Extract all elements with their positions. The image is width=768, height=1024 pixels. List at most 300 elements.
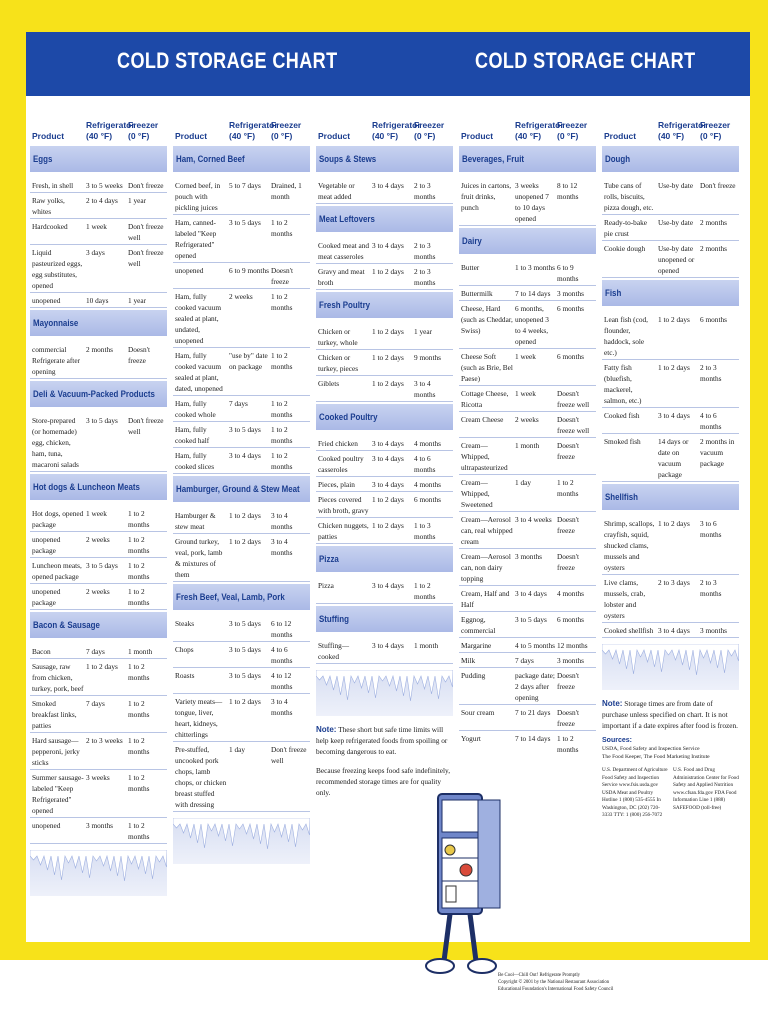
refrigerator-cell: 1 to 2 days (86, 662, 118, 671)
table-row (316, 178, 453, 204)
column-header (602, 108, 739, 144)
freezer-cell: 1 to 2 months (557, 478, 579, 498)
column-5 (602, 108, 739, 820)
table-row (316, 238, 453, 264)
product-cell: commercial Refrigerate after opening (32, 345, 81, 376)
freezer-cell: 6 months (557, 615, 584, 624)
product-cell: Gravy and meat broth (318, 267, 365, 287)
refrigerator-cell: 1 to 2 days (229, 697, 261, 706)
table-row (173, 422, 310, 448)
freezer-cell: 3 months (557, 289, 584, 298)
freezer-cell: Don't freeze well (128, 248, 164, 268)
freezer-cell: Don't freeze well (128, 222, 164, 242)
table-row (316, 638, 453, 664)
product-cell: Chops (175, 645, 194, 654)
column-3 (316, 108, 453, 798)
product-cell: Pizza (318, 581, 334, 590)
section-title: Fresh Poultry (319, 300, 371, 310)
freezer-cell: 1 to 2 months (128, 509, 150, 529)
table-row (316, 492, 453, 518)
freezer-cell: Doesn't freeze (557, 708, 579, 728)
header-refrigerator: Refrigerator (40 °F) (658, 120, 707, 141)
table-row (459, 705, 596, 731)
refrigerator-cell: 2 weeks (86, 535, 110, 544)
section-title: Ham, Corned Beef (176, 154, 245, 164)
product-cell: Cooked meat and meat casseroles (318, 241, 370, 261)
refrigerator-cell: 3 to 5 days (229, 425, 261, 434)
refrigerator-cell: 1 to 2 days (372, 327, 404, 336)
refrigerator-cell: "use by" date on package (229, 351, 268, 371)
product-cell: Margarine (461, 641, 492, 650)
icicles-icon (173, 818, 310, 864)
icicles-icon (602, 644, 739, 690)
table-row (602, 215, 739, 241)
title-left: COLD STORAGE CHART (117, 48, 338, 73)
product-cell: Buttermilk (461, 289, 493, 298)
table-row (30, 193, 167, 219)
table-row (30, 644, 167, 659)
table-row (602, 623, 739, 638)
refrigerator-cell: 1 week (515, 352, 536, 361)
section-header (173, 476, 310, 502)
table-row (30, 818, 167, 844)
header-freezer: Freezer (0 °F) (414, 120, 445, 141)
freezer-cell: 1 to 2 months (128, 736, 150, 756)
product-cell: Roasts (175, 671, 195, 680)
section-header (30, 474, 167, 500)
refrigerator-cell: 3 to 5 days (86, 561, 118, 570)
section-title: Dairy (462, 236, 482, 246)
refrigerator-cell: 1 to 2 days (229, 511, 261, 520)
freezer-cell: 2 months in vacuum package (700, 437, 735, 468)
section-header (316, 404, 453, 430)
section-title: Fresh Beef, Veal, Lamb, Pork (176, 592, 285, 602)
section-title: Stuffing (319, 614, 349, 624)
table-row (30, 219, 167, 245)
table-row (173, 616, 310, 642)
table-row (602, 434, 739, 482)
section-header (602, 484, 739, 510)
product-cell: Milk (461, 656, 476, 665)
table-row (459, 301, 596, 349)
refrigerator-cell: 3 days (86, 248, 105, 257)
table-row (173, 668, 310, 694)
credits (498, 972, 618, 993)
product-cell: Cookie dough (604, 244, 646, 253)
agency-usda: U.S. Department of Agriculture Food Safety and Inspection Service www.fsis.usda.gov USDA Meat and Poultry Hotline 1 (800) 535-4555 In Washington, DC (202) 720-3333 TTY: 1 (800) 256-7072 (602, 767, 668, 818)
product-cell: Giblets (318, 379, 340, 388)
product-cell: unopened (32, 296, 61, 305)
column-4 (459, 108, 596, 756)
product-cell: Chicken nuggets, patties (318, 521, 369, 541)
freezer-cell: 1 to 2 months (128, 561, 150, 581)
refrigerator-cell: 2 weeks (515, 415, 539, 424)
freezer-cell: Doesn't freeze well (557, 389, 590, 409)
refrigerator-cell: 1 to 2 days (372, 353, 404, 362)
section-title: Pizza (319, 554, 339, 564)
agency-block (602, 767, 739, 820)
freezer-cell: 8 to 12 months (557, 181, 579, 201)
refrigerator-cell: 3 to 4 days (372, 480, 404, 489)
product-cell: Variety meats—tongue, liver, heart, kidneys, chitterlings (175, 697, 223, 739)
freezer-cell: 6 months (700, 315, 727, 324)
freezer-cell: 1 month (414, 641, 439, 650)
sources-title: Sources: (602, 737, 632, 744)
table-row (459, 549, 596, 586)
product-cell: Eggnog, commercial (461, 615, 496, 635)
table-row (459, 612, 596, 638)
product-cell: Cream—Aerosol can, real whipped cream (461, 515, 513, 546)
table-row (173, 448, 310, 474)
product-cell: Ham, fully cooked vacuum sealed at plant, undated, unopened (175, 292, 221, 345)
freezer-cell: 4 to 12 months (271, 671, 293, 691)
section-title: Cooked Poultry (319, 412, 378, 422)
table-row (316, 436, 453, 451)
freezer-cell: 1 year (128, 296, 147, 305)
product-cell: Tube cans of rolls, biscuits, pizza dough, etc. (604, 181, 654, 212)
freezer-cell: 3 to 4 months (271, 511, 293, 531)
section-header (30, 381, 167, 407)
section-title: Hamburger, Ground & Stew Meat (176, 484, 300, 494)
table-row (30, 558, 167, 584)
header-freezer: Freezer (0 °F) (557, 120, 588, 141)
section-header (173, 584, 310, 610)
freezer-cell: 2 to 3 months (700, 363, 722, 383)
refrigerator-cell: 1 to 2 days (658, 315, 690, 324)
title-banner (26, 32, 750, 96)
section-title: Deli & Vacuum-Packed Products (33, 389, 155, 399)
product-cell: Ready-to-bake pie crust (604, 218, 647, 238)
product-cell: Ham, fully cooked vacuum sealed at plant, dated, unopened (175, 351, 223, 393)
refrigerator-cell: Use-by date (658, 181, 694, 190)
table-row (459, 512, 596, 549)
section-title: Meat Leftovers (319, 214, 375, 224)
freezer-cell: 3 to 6 months (700, 519, 722, 539)
column-header (459, 108, 596, 144)
refrigerator-cell: 1 to 2 days (229, 537, 261, 546)
table-row (459, 475, 596, 512)
refrigerator-cell: 3 months (515, 552, 542, 561)
table-row (602, 312, 739, 360)
section-header (316, 292, 453, 318)
product-cell: Summer sausage-labeled "Keep Refrigerated" opened (32, 773, 84, 815)
header-freezer: Freezer (0 °F) (271, 120, 302, 141)
refrigerator-cell: 2 to 3 days (658, 578, 690, 587)
section-title: Fish (605, 288, 622, 298)
table-row (173, 694, 310, 742)
refrigerator-cell: 1 to 2 days (658, 519, 690, 528)
product-cell: Chicken or turkey, pieces (318, 353, 359, 373)
product-cell: Ham, fully cooked half (175, 425, 210, 445)
refrigerator-cell: 1 week (86, 222, 107, 231)
table-row (459, 653, 596, 668)
icicles-icon (30, 850, 167, 896)
product-cell: Ham, canned-labeled "Keep Refrigerated" opened (175, 218, 217, 260)
freezer-cell: 3 months (700, 626, 727, 635)
freezer-cell: 6 months (414, 495, 441, 504)
note-label: Note: (316, 725, 337, 734)
refrigerator-cell: 6 months, unopened 3 to 4 weeks, opened (515, 304, 549, 346)
freezer-cell: 1 to 2 months (271, 451, 293, 471)
refrigerator-cell: 1 to 2 days (372, 379, 404, 388)
table-row (173, 396, 310, 422)
refrigerator-cell: 3 to 5 days (229, 619, 261, 628)
product-cell: Smoked fish (604, 437, 641, 446)
product-cell: Store-prepared (or homemade) egg, chicken, ham, tuna, macaroni salads (32, 416, 79, 469)
product-cell: Pieces, plain (318, 480, 355, 489)
header-refrigerator: Refrigerator (40 °F) (86, 120, 135, 141)
refrigerator-cell: 5 to 7 days (229, 181, 261, 190)
refrigerator-cell: 1 day (229, 745, 246, 754)
product-cell: Cooked fish (604, 411, 640, 420)
product-cell: Juices in cartons, fruit drinks, punch (461, 181, 512, 212)
refrigerator-cell: 3 to 4 days (229, 451, 261, 460)
product-cell: Chicken or turkey, whole (318, 327, 358, 347)
freezer-cell: 1 year (414, 327, 433, 336)
note-center-2: Because freezing keeps food safe indefinitely, recommended storage times are for quality only. (316, 766, 451, 797)
freezer-cell: 1 to 2 months (128, 773, 150, 793)
freezer-cell: 6 to 12 months (271, 619, 293, 639)
freezer-cell: Doesn't freeze (128, 345, 150, 365)
freezer-cell: 1 year (128, 196, 147, 205)
product-cell: Cooked shellfish (604, 626, 654, 635)
section-header (30, 310, 167, 336)
refrigerator-cell: 3 weeks (86, 773, 110, 782)
freezer-cell: 4 months (414, 480, 441, 489)
table-row (602, 178, 739, 215)
table-row (459, 586, 596, 612)
table-row (30, 245, 167, 293)
freezer-cell: Doesn't freeze (557, 515, 579, 535)
freezer-cell: 1 to 2 months (271, 425, 293, 445)
icicle-decoration (316, 670, 453, 716)
refrigerator-cell: 2 to 3 weeks (86, 736, 123, 745)
section-title: Mayonnaise (33, 318, 79, 328)
section-header (316, 146, 453, 172)
refrigerator-cell: 1 to 2 days (372, 521, 404, 530)
source-item: USDA, Food Safety and Inspection Service (602, 746, 700, 752)
table-row (173, 289, 310, 348)
note-label: Note: (602, 699, 623, 708)
freezer-cell: 4 to 6 months (700, 411, 722, 431)
section-header (602, 146, 739, 172)
column-header (316, 108, 453, 144)
sources-block (602, 737, 739, 761)
product-cell: Liquid pasteurized eggs, egg substitutes, opened (32, 248, 83, 290)
credit-line: Copyright © 2001 by the National Restaurant Association (498, 980, 610, 985)
note-right (602, 698, 739, 731)
table-row (602, 408, 739, 434)
refrigerator-cell: 1 day (515, 478, 532, 487)
table-row (459, 178, 596, 226)
product-cell: Cottage Cheese, Ricotta (461, 389, 509, 409)
freezer-cell: Doesn't freeze (557, 441, 579, 461)
refrigerator-cell: 2 to 4 days (86, 196, 118, 205)
freezer-cell: 1 to 2 months (271, 351, 293, 371)
freezer-cell: 12 months (557, 641, 588, 650)
table-row (459, 386, 596, 412)
table-row (316, 264, 453, 290)
table-row (316, 376, 453, 402)
table-row (173, 508, 310, 534)
freezer-cell: Drained, 1 month (271, 181, 302, 201)
freezer-cell: Don't freeze (128, 181, 164, 190)
freezer-cell: 1 to 2 months (128, 821, 150, 841)
freezer-cell: 1 to 2 months (271, 292, 293, 312)
table-row (316, 477, 453, 492)
product-cell: Luncheon meats, opened package (32, 561, 82, 581)
section-title: Bacon & Sausage (33, 620, 100, 630)
freezer-cell: 3 months (557, 656, 584, 665)
freezer-cell: Doesn't freeze (557, 671, 579, 691)
header-product: Product (32, 131, 65, 141)
header-freezer: Freezer (0 °F) (700, 120, 731, 141)
freezer-cell: Don't freeze (700, 181, 736, 190)
refrigerator-cell: 3 to 5 weeks (86, 181, 123, 190)
table-row (30, 770, 167, 818)
freezer-cell: Doesn't freeze well (557, 415, 590, 435)
table-row (173, 263, 310, 289)
table-row (30, 506, 167, 532)
table-row (30, 293, 167, 308)
table-row (316, 350, 453, 376)
product-cell: Pudding (461, 671, 486, 680)
section-header (30, 612, 167, 638)
refrigerator-cell: 3 to 4 days (658, 626, 690, 635)
refrigerator-cell: 3 to 5 days (515, 615, 547, 624)
column-2 (173, 108, 310, 864)
table-row (459, 731, 596, 756)
section-header (30, 146, 167, 172)
product-cell: Yogurt (461, 734, 481, 743)
refrigerator-cell: 7 days (86, 647, 105, 656)
product-cell: Cream, Half and Half (461, 589, 510, 609)
refrigerator-cell: 3 months (86, 821, 113, 830)
product-cell: Lean fish (cod, flounder, haddock, sole etc.) (604, 315, 648, 357)
refrigerator-cell: 3 to 4 days (658, 411, 690, 420)
freezer-cell: 4 months (414, 439, 441, 448)
refrigerator-cell: 3 to 4 days (372, 641, 404, 650)
table-row (459, 349, 596, 386)
refrigerator-cell: 3 weeks unopened 7 to 10 days opened (515, 181, 549, 223)
header-product: Product (604, 131, 637, 141)
product-cell: Cheese, Hard (such as Cheddar, Swiss) (461, 304, 513, 335)
section-title: Hot dogs & Luncheon Meats (33, 482, 140, 492)
section-header (459, 146, 596, 172)
freezer-cell: 2 months (700, 244, 727, 253)
section-title: Beverages, Fruit (462, 154, 525, 164)
section-title: Soups & Stews (319, 154, 377, 164)
refrigerator-cell: 1 week (515, 389, 536, 398)
refrigerator-cell: 4 to 5 months (515, 641, 555, 650)
icicle-decoration (30, 850, 167, 896)
refrigerator-cell: 1 week (86, 509, 107, 518)
table-row (30, 342, 167, 379)
table-row (173, 215, 310, 263)
refrigerator-cell: 1 to 3 months (515, 263, 555, 272)
freezer-cell: 1 to 3 months (414, 521, 436, 541)
table-row (30, 584, 167, 610)
product-cell: Shrimp, scallops, crayfish, squid, shucked clams, mussels and oysters (604, 519, 655, 572)
product-cell: Fatty fish (bluefish, mackerel, salmon, etc.) (604, 363, 642, 405)
section-header (316, 546, 453, 572)
table-row (30, 659, 167, 696)
refrigerator-cell: 3 to 4 days (372, 439, 404, 448)
refrigerator-cell: 3 to 5 days (229, 671, 261, 680)
freezer-cell: 6 to 9 months (557, 263, 579, 283)
product-cell: Hard sausage—pepperoni, jerky sticks (32, 736, 80, 767)
freezer-cell: 2 to 3 months (414, 181, 436, 201)
section-header (173, 146, 310, 172)
refrigerator-cell: Use-by date (658, 218, 694, 227)
refrigerator-cell: 3 to 5 days (229, 218, 261, 227)
table-row (30, 696, 167, 733)
freezer-cell: 3 to 4 months (271, 697, 293, 717)
product-cell: Cream—Aerosol can, non dairy topping (461, 552, 511, 583)
table-row (173, 348, 310, 396)
refrigerator-cell: 3 to 4 days (372, 241, 404, 250)
product-cell: unopened package (32, 587, 61, 607)
freezer-cell: Doesn't freeze (271, 266, 293, 286)
table-row (602, 241, 739, 278)
product-cell: unopened (32, 821, 61, 830)
header-refrigerator: Refrigerator (40 °F) (515, 120, 564, 141)
column-1 (30, 108, 167, 896)
table-row (602, 516, 739, 575)
refrigerator-cell: 2 weeks (86, 587, 110, 596)
product-cell: Cheese Soft (such as Brie, Bel Paese) (461, 352, 513, 383)
table-row (30, 178, 167, 193)
refrigerator-cell: 3 to 4 days (372, 181, 404, 190)
table-row (173, 534, 310, 582)
refrigerator-cell: 7 to 14 days (515, 289, 551, 298)
refrigerator-cell: package date; 2 days after opening (515, 671, 555, 702)
product-cell: Ground turkey, veal, pork, lamb & mixtures of them (175, 537, 223, 579)
note-text: Storage times are from date of purchase unless specified on chart. It is not important if a date expires after food is frozen. (602, 699, 738, 730)
table-row (459, 260, 596, 286)
refrigerator-cell: 3 to 5 days (86, 416, 118, 425)
refrigerator-cell: 6 to 9 months (229, 266, 269, 275)
credit-line: Educational Foundation's International Food Safety Council (498, 987, 614, 992)
refrigerator-cell: 3 to 4 days (515, 589, 547, 598)
product-cell: unopened package (32, 535, 61, 555)
freezer-cell: 4 months (557, 589, 584, 598)
refrigerator-cell: 2 months (86, 345, 113, 354)
product-cell: Hamburger & stew meat (175, 511, 216, 531)
product-cell: Pieces covered with broth, gravy (318, 495, 369, 515)
freezer-cell: 1 to 2 months (128, 662, 150, 682)
note-text: These short but safe time limits will help keep refrigerated foods from spoiling or becoming dangerous to eat. (316, 725, 448, 756)
icicles-icon (316, 670, 453, 716)
refrigerator-cell: 3 to 5 days (229, 645, 261, 654)
icicle-decoration (602, 644, 739, 690)
product-cell: Bacon (32, 647, 51, 656)
freezer-cell: 1 to 2 months (414, 581, 436, 601)
header-refrigerator: Refrigerator (40 °F) (372, 120, 421, 141)
product-cell: Sausage, raw from chicken, turkey, pork, beef (32, 662, 84, 693)
table-row (602, 360, 739, 408)
table-row (459, 668, 596, 705)
product-cell: Butter (461, 263, 480, 272)
refrigerator-cell: 1 to 2 days (372, 495, 404, 504)
section-title: Eggs (33, 154, 53, 164)
product-cell: Stuffing—cooked (318, 641, 350, 661)
freezer-cell: 1 to 2 months (128, 699, 150, 719)
product-cell: Cream—Whipped, Sweetened (461, 478, 493, 509)
source-item: The Food Keeper, The Food Marketing Institute (602, 754, 710, 760)
credit-line: Be Cool—Chill Out! Refrigerate Promptly (498, 973, 581, 978)
section-header (459, 228, 596, 254)
